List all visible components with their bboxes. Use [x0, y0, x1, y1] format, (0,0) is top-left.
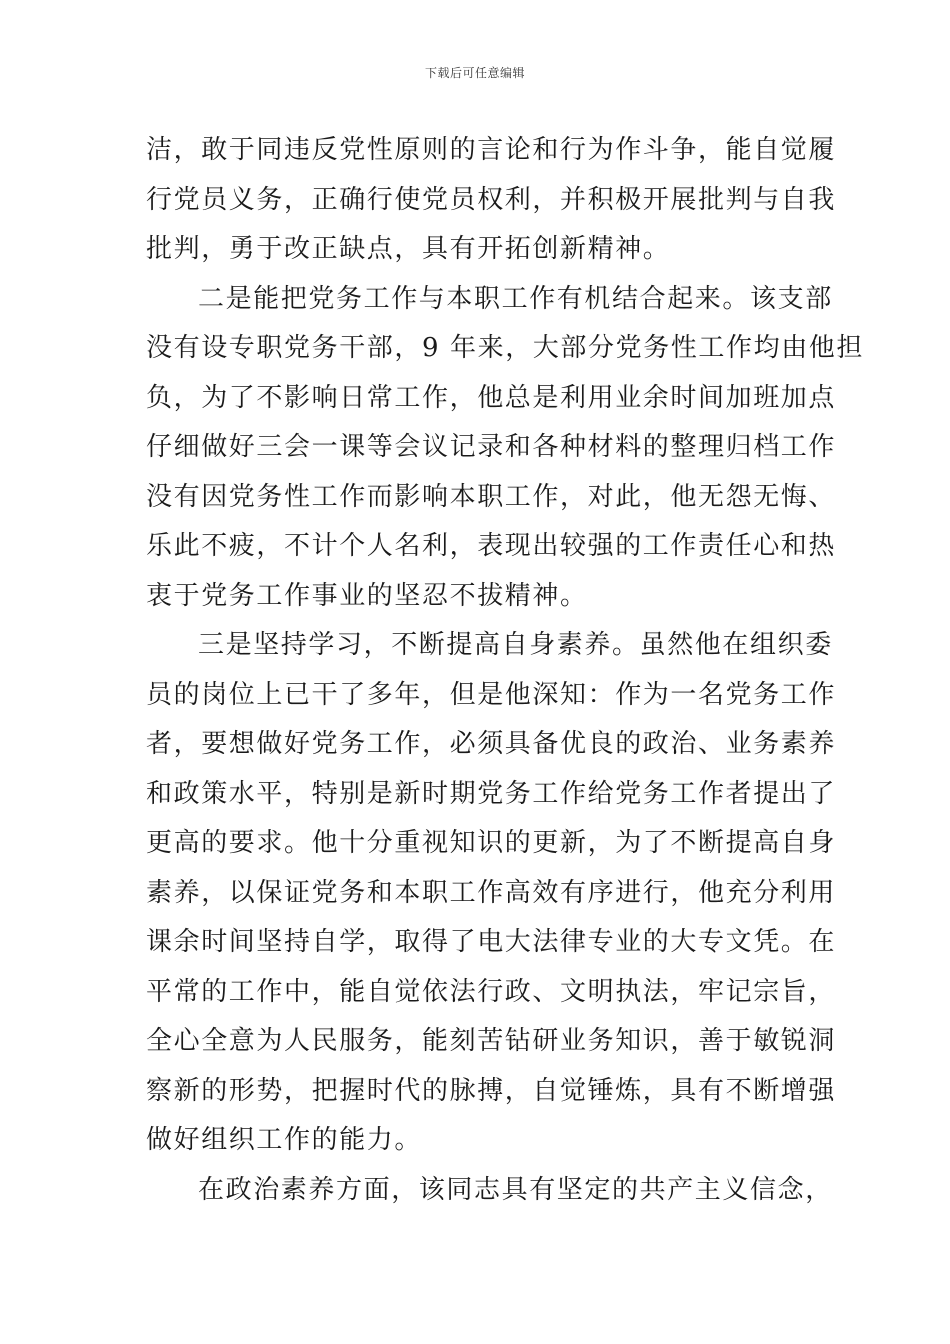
page-header-note: 下载后可任意编辑 [424, 66, 525, 80]
text-line: 课余时间坚持自学，取得了电大法律专业的大专文凭。在 [146, 927, 837, 957]
text-line: 在政治素养方面，该同志具有坚定的共产主义信念， [198, 1174, 833, 1205]
text-line: 平常的工作中，能自觉依法行政、文明执法，牢记宗旨， [146, 976, 837, 1007]
text-line: 更高的要求。他十分重视知识的更新，为了不断提高自身 [146, 828, 837, 858]
paragraph-political-quality [146, 1166, 833, 1216]
text-line: 察新的形势，把握时代的脉搏，自觉锤炼，具有不断增强 [146, 1075, 837, 1106]
paragraph-third-point [146, 621, 837, 1166]
text-line: 洁，敢于同违反党性原则的言论和行为作斗争，能自觉履 [146, 135, 837, 165]
paragraph-second-point [146, 275, 865, 622]
text-line: 做好组织工作的能力。 [146, 1125, 423, 1155]
text-line: 素养，以保证党务和本职工作高效有序进行，他充分利用 [146, 877, 837, 908]
text-line: 三是坚持学习，不断提高自身素养。虽然他在组织委 [198, 630, 833, 660]
text-line: 二是能把党务工作与本职工作有机结合起来。该支部 [198, 283, 833, 314]
text-line: 衷于党务工作事业的坚忍不拔精神。 [146, 580, 588, 611]
document-body [146, 126, 865, 1215]
text-line: 行党员义务，正确行使党员权利，并积极开展批判与自我 [146, 184, 837, 215]
text-line: 和政策水平，特别是新时期党务工作给党务工作者提出了 [146, 778, 837, 809]
text-line: 员的岗位上已干了多年，但是他深知：作为一名党务工作 [146, 679, 837, 710]
text-line: 仔细做好三会一课等会议记录和各种材料的整理归档工作 [146, 432, 837, 462]
text-line: 全心全意为人民服务，能刻苦钻研业务知识，善于敏锐洞 [146, 1026, 837, 1056]
text-line: 负，为了不影响日常工作，他总是利用业余时间加班加点 [146, 382, 837, 413]
text-line: 批判，勇于改正缺点，具有开拓创新精神。 [146, 234, 671, 264]
text-line: 乐此不疲，不计个人名利，表现出较强的工作责任心和热 [146, 531, 837, 561]
text-line: 没有设专职党务干部，9 年来，大部分党务性工作均由他担 [146, 333, 865, 363]
text-line: 者，要想做好党务工作，必须具备优良的政治、业务素养 [146, 729, 837, 759]
text-line: 没有因党务性工作而影响本职工作，对此，他无怨无悔、 [146, 481, 837, 512]
paragraph-continuation [146, 126, 837, 275]
